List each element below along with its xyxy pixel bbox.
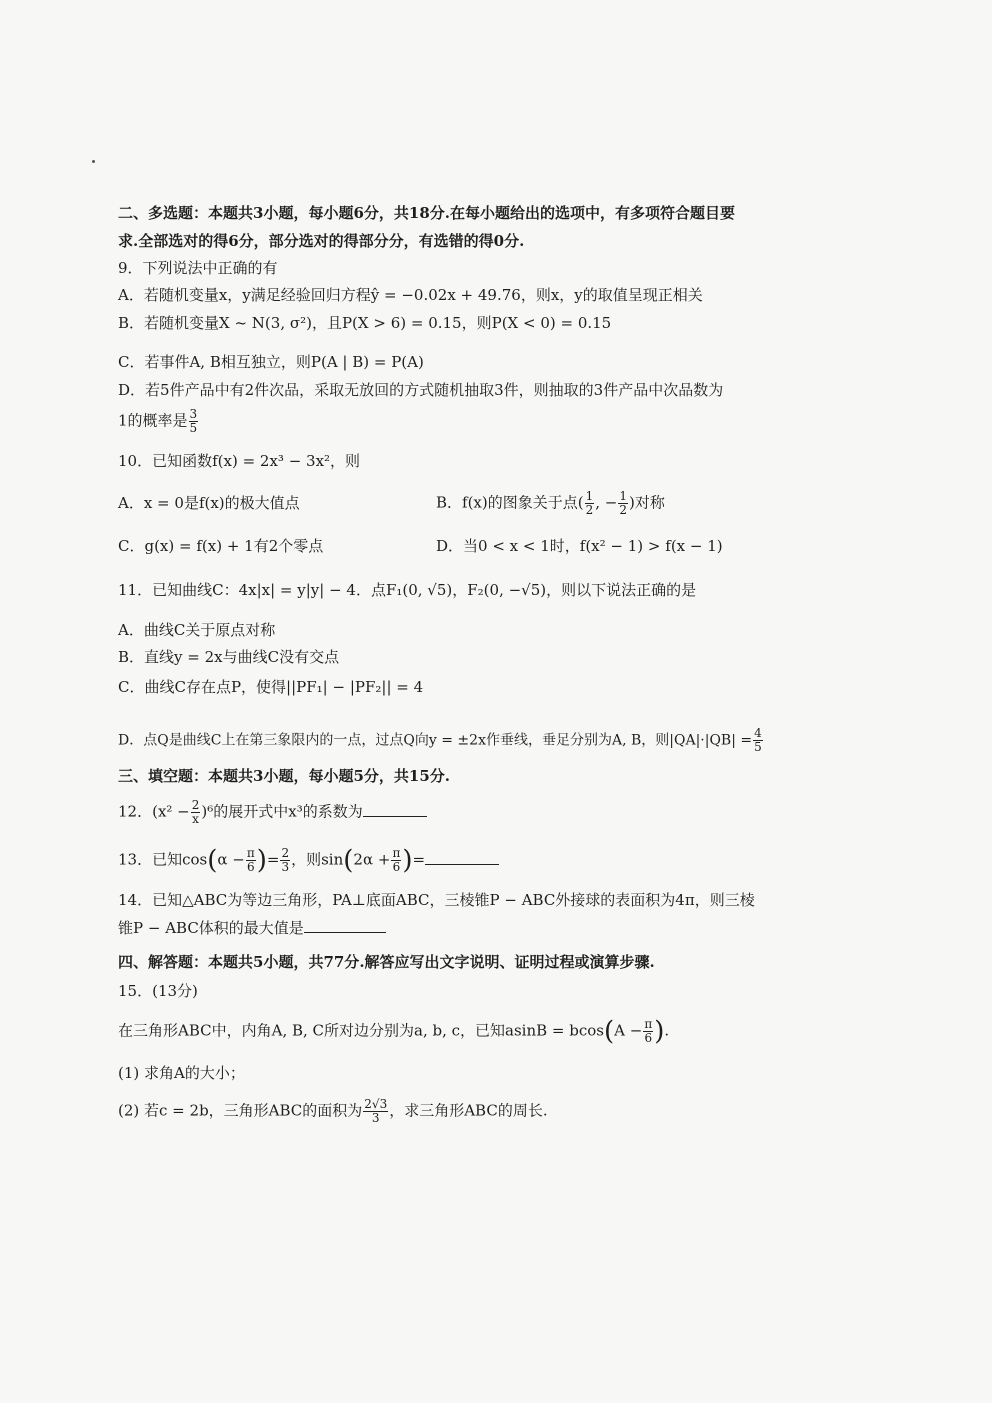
q11-option-c: C．曲线C存在点P，使得||PF₁| − |PF₂|| = 4 (118, 678, 424, 696)
q12-frac-num: 2 (191, 798, 200, 812)
q13-inner2-fraction (391, 847, 401, 874)
q10-b-frac1-num: 1 (585, 489, 594, 503)
q15-stem-num: π (644, 1017, 653, 1031)
q9-stem: 9．下列说法中正确的有 (118, 259, 278, 277)
q15-stem-fraction (643, 1018, 653, 1045)
q15-part2-fraction (363, 1098, 388, 1125)
q13-inner1-den: 6 (246, 860, 255, 874)
q10-b-frac1 (585, 490, 595, 517)
q12-pre: 12．(x² − (118, 802, 190, 821)
q12-frac-den: x (192, 812, 199, 826)
q10-b-frac2 (618, 490, 628, 517)
q14-line1: 14．已知△ABC为等边三角形，PA⊥底面ABC，三棱锥P − ABC外接球的表面积为4π，则三棱 (118, 891, 755, 909)
q10-b-pre: B．f(x)的图象关于点( (436, 493, 584, 512)
q12-post: )⁶的展开式中x³的系数为 (201, 802, 363, 821)
q12-answer-blank[interactable] (363, 802, 427, 817)
q15-stem-post: . (664, 1021, 670, 1040)
q13-inner1-num: π (246, 846, 255, 860)
q9-option-d-text: 1的概率是 (118, 411, 188, 430)
q14-answer-blank[interactable] (304, 918, 386, 933)
section3-heading: 三、填空题：本题共3小题，每小题5分，共15分. (118, 767, 450, 785)
q13-inner2-num: π (392, 846, 401, 860)
q14-line2 (118, 918, 386, 938)
q9-d-fraction (189, 408, 199, 435)
q13-post: = (412, 850, 426, 869)
q11-option-a: A．曲线C关于原点对称 (118, 621, 276, 639)
q13-eq: = (266, 850, 280, 869)
q10-option-c: C．g(x) = f(x) + 1有2个零点 (118, 537, 324, 555)
q9-d-frac-den: 5 (189, 421, 198, 435)
q15-part2-pre: (2) 若c = 2b，三角形ABC的面积为 (118, 1101, 363, 1120)
q9-option-a: A．若随机变量x，y满足经验回归方程ŷ = −0.02x + 49.76，则x，y的取值呈现正相关 (118, 286, 703, 304)
q15-stem: 在三角形ABC中，内角A, B, C所对边分别为a, b, c，已知asinB = bcos(A − $\frac{\pi}{6}$ ). (118, 1016, 670, 1047)
q12 (118, 799, 427, 826)
q13: 13．已知cos(α − $\frac{\pi}{6}$ )= $\frac{2}{3}$ ，则sin(2α + $\frac{\pi}{6}$ )= (118, 847, 499, 874)
q10-stem: 10．已知函数f(x) = 2x³ − 3x²，则 (118, 452, 361, 470)
q13-mid: ，则sin (291, 850, 344, 869)
section2-heading-line1: 二、多选题：本题共3小题，每小题6分，共18分.在每小题给出的选项中，有多项符合题目要 (118, 204, 735, 222)
q15-part2 (118, 1098, 548, 1125)
q13-value-fraction (280, 847, 290, 874)
q10-b-frac2-num: 1 (619, 489, 627, 503)
q12-fraction (191, 799, 201, 826)
q15-part1: (1) 求角A的大小； (118, 1064, 245, 1082)
q10-b-mid: , − (595, 493, 618, 512)
q9-d-frac-num: 3 (189, 407, 198, 421)
q10-b-frac2-den: 2 (619, 503, 627, 517)
q15-part2-num: 2√3 (364, 1097, 388, 1111)
q14-line2-text: 锥P − ABC体积的最大值是 (118, 919, 304, 937)
q9-option-b: B．若随机变量X ~ N(3, σ²)，且P(X > 6) = 0.15，则P(X < 0) = 0.15 (118, 314, 612, 332)
q13-value-den: 3 (281, 860, 290, 874)
q9-option-c: C．若事件A, B相互独立，则P(A | B) = P(A) (118, 353, 424, 371)
q15-title: 15．(13分) (118, 982, 198, 1000)
section2-heading-line2: 求.全部选对的得6分，部分选对的得部分分，有选错的得0分. (118, 232, 525, 250)
q15-part2-den: 3 (371, 1111, 380, 1125)
q11-d-text: D．点Q是曲线C上在第三象限内的一点，过点Q向y = ±2x作垂线，垂足分别为A, B，则|QA|·|QB| = (118, 732, 753, 749)
q15-stem-pre: 在三角形ABC中，内角A, B, C所对边分别为a, b, c，已知asinB = bcos (118, 1021, 604, 1040)
q10-b-frac1-den: 2 (585, 503, 594, 517)
q13-inner2-den: 6 (392, 860, 401, 874)
q13-answer-blank[interactable] (425, 850, 499, 865)
q9-option-d-line1: D．若5件产品中有2件次品，采取无放回的方式随机抽取3件，则抽取的3件产品中次品数为 (118, 381, 724, 399)
q11-option-b: B．直线y = 2x与曲线C没有交点 (118, 648, 340, 666)
q11-stem: 11．已知曲线C：4x|x| = y|y| − 4．点F₁(0, √5)，F₂(0, −√5)，则以下说法正确的是 (118, 581, 697, 599)
q11-option-d (118, 727, 764, 754)
q11-d-frac-num: 4 (754, 726, 762, 740)
q11-d-frac-den: 5 (754, 740, 762, 754)
q10-option-b (436, 490, 665, 517)
q10-option-a: A．x = 0是f(x)的极大值点 (118, 494, 300, 512)
q13-inner1-pre: α − (217, 850, 245, 869)
q10-option-d: D．当0 < x < 1时，f(x² − 1) > f(x − 1) (436, 537, 723, 555)
q10-b-post: )对称 (628, 493, 665, 512)
scan-speck (92, 160, 95, 163)
q9-option-d-line2 (118, 408, 199, 435)
q15-stem-inner: A − (614, 1021, 643, 1040)
q15-part2-post: ，求三角形ABC的周长. (389, 1101, 548, 1120)
q13-inner2-pre: 2α + (353, 850, 391, 869)
q13-value-num: 2 (281, 846, 290, 860)
section4-heading: 四、解答题：本题共5小题，共77分.解答应写出文字说明、证明过程或演算步骤. (118, 953, 655, 971)
q13-inner1-fraction (246, 847, 256, 874)
q13-pre: 13．已知cos (118, 850, 208, 869)
q11-d-fraction (753, 727, 763, 754)
q15-stem-den: 6 (644, 1031, 653, 1045)
